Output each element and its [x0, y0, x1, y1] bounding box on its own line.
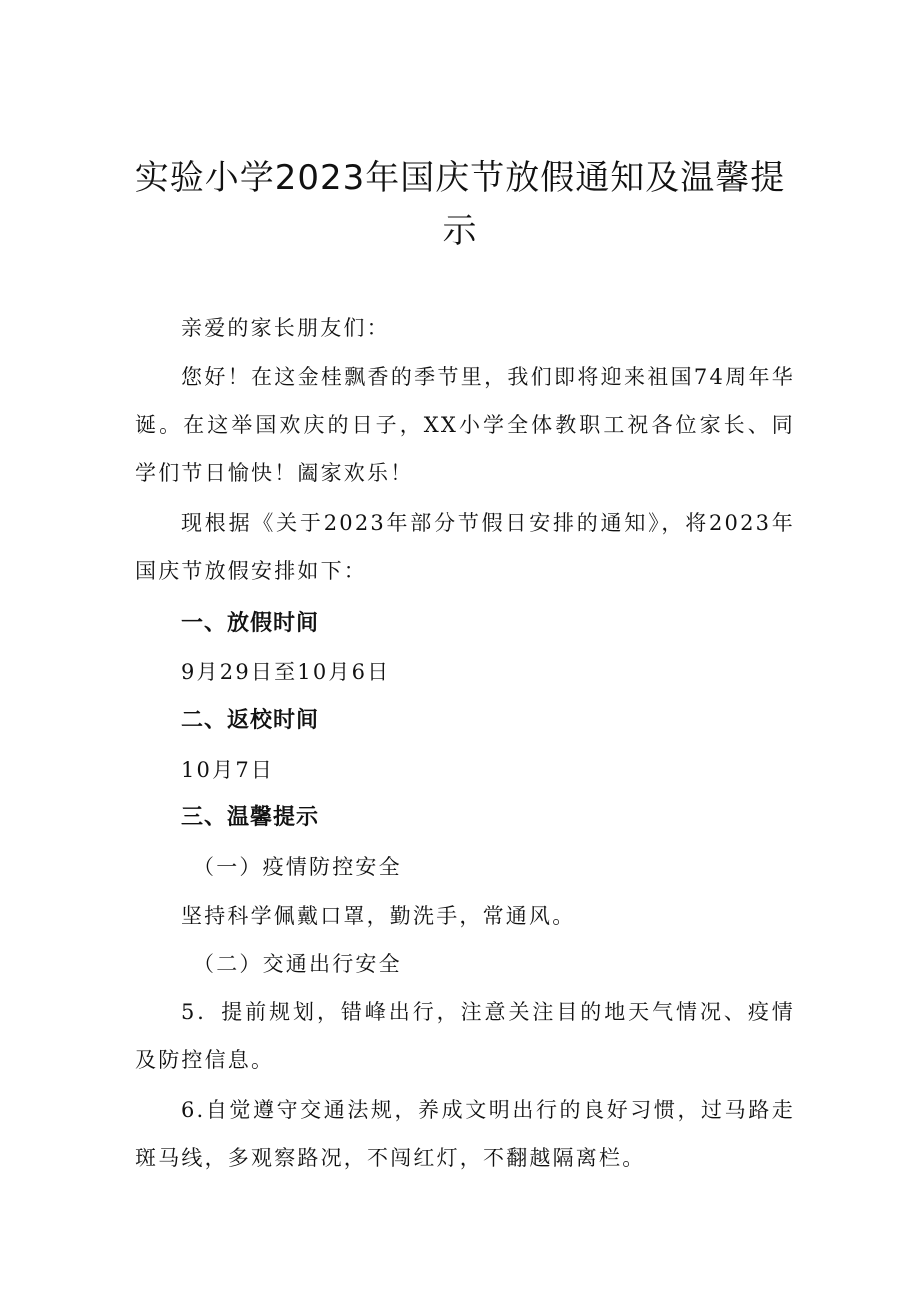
- holiday-dates: 9月29日至10月6日: [181, 660, 391, 684]
- subheading-traffic: （二）交通出行安全: [193, 952, 402, 976]
- intro-paragraph: 您好！在这金桂飘香的季节里，我们即将迎来祖国74周年华诞。在这举国欢庆的日子，XX小学全体教职工祝各位家长、同学们节日愉快！阖家欢乐！: [135, 365, 795, 485]
- epidemic-tip: 坚持科学佩戴口罩，勤洗手，常通风。: [181, 904, 576, 928]
- document-title: 实验小学2023年国庆节放假通知及温馨提示: [134, 158, 786, 251]
- section-heading-holiday: 一、放假时间: [181, 611, 320, 636]
- basis-paragraph: 现根据《关于2023年部分节假日安排的通知》，将2023年国庆节放假安排如下：: [135, 511, 795, 583]
- section-heading-return: 二、返校时间: [181, 708, 320, 733]
- greeting: 亲爱的家长朋友们：: [181, 316, 390, 340]
- return-date: 10月7日: [181, 758, 275, 782]
- section-heading-tips: 三、温馨提示: [181, 805, 320, 830]
- traffic-item-6: 6.自觉遵守交通法规，养成文明出行的良好习惯，过马路走斑马线，多观察路况，不闯红灯，不翻越隔离栏。: [135, 1098, 795, 1170]
- traffic-item-5: 5．提前规划，错峰出行，注意关注目的地天气情况、疫情及防控信息。: [135, 1000, 795, 1072]
- subheading-epidemic: （一）疫情防控安全: [193, 855, 402, 879]
